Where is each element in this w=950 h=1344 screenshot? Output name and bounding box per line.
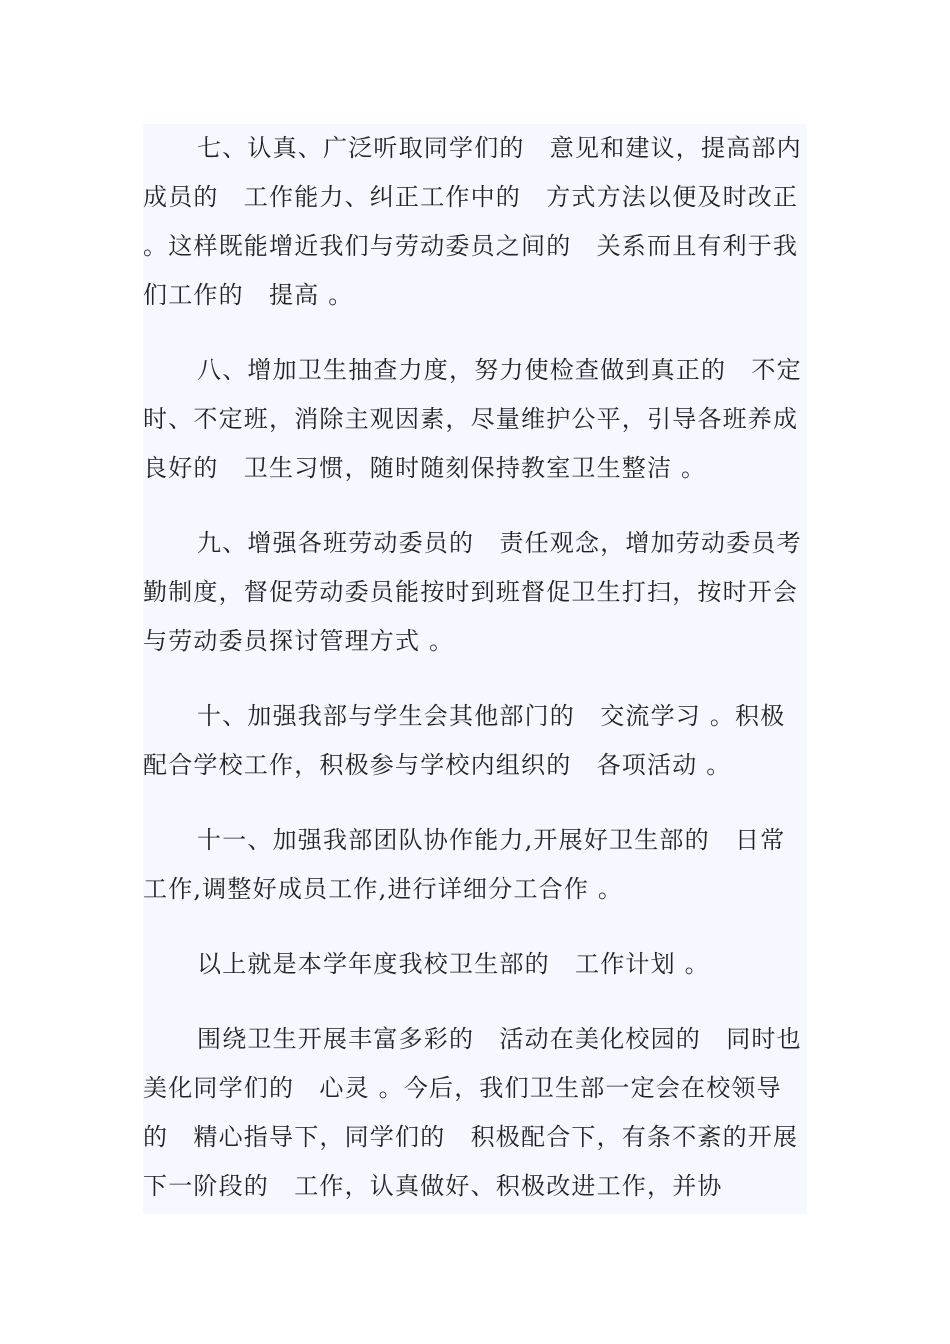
paragraph-closing: 围绕卫生开展丰富多彩的 活动在美化校园的 同时也美化同学们的 心灵 。今后，我们卫生部一定会在校领导的 精心指导下，同学们的 积极配合下，有条不紊的开展下一阶段的 工作，认真做好、积极改进工作，并协 [143, 1025, 802, 1200]
paragraph-10: 十、加强我部与学生会其他部门的 交流学习 。积极配合学校工作，积极参与学校内组织的 各项活动 。 [143, 702, 786, 779]
paragraph-11: 十一、加强我部团队协作能力,开展好卫生部的 日常工作,调整好成员工作,进行详细分工合作 。 [143, 826, 786, 903]
document-text-block [143, 124, 807, 1214]
paragraph-summary: 以上就是本学年度我校卫生部的 工作计划 。 [197, 950, 710, 978]
paragraph-7: 七、认真、广泛听取同学们的 意见和建议，提高部内成员的 工作能力、纠正工作中的 方式方法以便及时改正 。这样既能增近我们与劳动委员之间的 关系而且有利于我们工作的 提高 。 [143, 134, 802, 309]
paragraph-9: 九、增强各班劳动委员的 责任观念，增加劳动委员考勤制度，督促劳动委员能按时到班督促卫生打扫，按时开会与劳动委员探讨管理方式 。 [143, 529, 802, 655]
paragraph-8: 八、增加卫生抽查力度，努力使检查做到真正的 不定时、不定班，消除主观因素，尽量维护公平，引导各班养成良好的 卫生习惯，随时随刻保持教室卫生整洁 。 [143, 356, 802, 482]
